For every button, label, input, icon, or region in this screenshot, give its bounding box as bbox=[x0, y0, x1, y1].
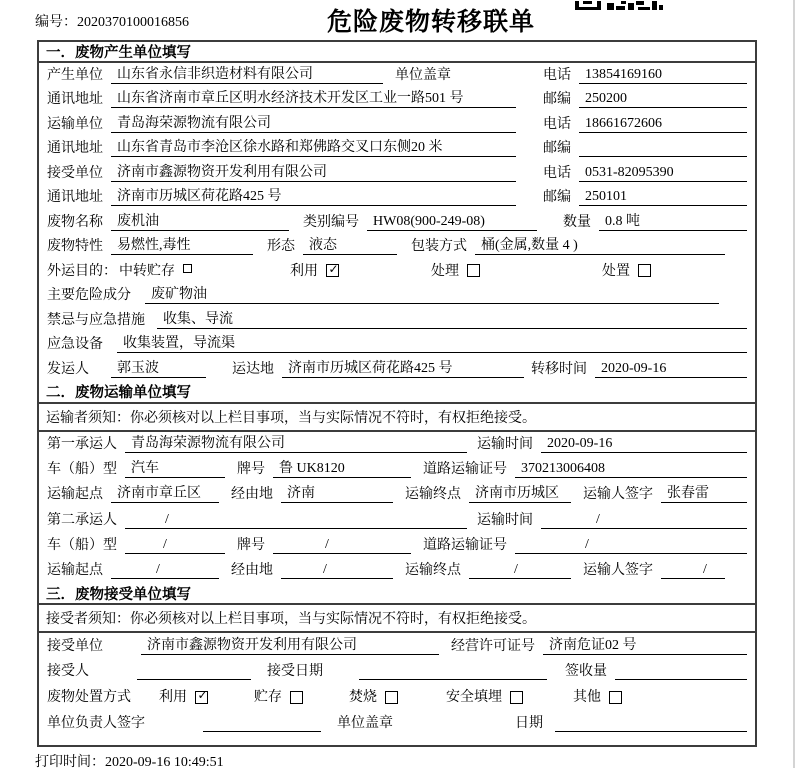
plate-number2-value: / bbox=[273, 537, 411, 554]
emergency-measures-value: 收集、导流 bbox=[157, 308, 747, 329]
terminus2-value: / bbox=[469, 562, 571, 579]
disposal-landfill-label: 安全填埋 bbox=[446, 690, 502, 706]
page-right-edge bbox=[793, 0, 795, 768]
quantity-value: 0.8 吨 bbox=[599, 210, 747, 231]
carrier-signature-label: 运输人签字 bbox=[583, 487, 653, 503]
transport-time2-label: 运输时间 bbox=[477, 512, 533, 528]
disposal-landfill-checkbox bbox=[510, 691, 523, 704]
waste-name-value: 废机油 bbox=[111, 210, 289, 231]
receive-date-label: 接受日期 bbox=[267, 664, 323, 680]
origin2-label: 运输起点 bbox=[47, 563, 103, 579]
section1-header: 一．废物产生单位填写 bbox=[39, 42, 755, 63]
form-state-label: 形态 bbox=[267, 239, 295, 254]
plate-number-label: 牌号 bbox=[237, 462, 265, 478]
emergency-equipment-value: 收集装置，导流渠 bbox=[117, 332, 747, 353]
vehicle-type-label: 车（船）型 bbox=[47, 462, 117, 478]
print-time-label: 打印时间： bbox=[35, 755, 105, 768]
via2-value: / bbox=[281, 562, 393, 579]
road-permit2-value: / bbox=[515, 537, 747, 554]
manifest-form bbox=[37, 40, 757, 747]
signed-quantity-value bbox=[615, 665, 747, 680]
purpose-option-transfer-storage bbox=[119, 260, 192, 280]
terminus2-label: 运输终点 bbox=[405, 563, 461, 579]
license-number-value: 济南危证02 号 bbox=[543, 634, 747, 655]
purpose-treat-label: 处理 bbox=[431, 263, 459, 279]
vehicle-type2-value: / bbox=[125, 537, 225, 554]
disposal-other-label: 其他 bbox=[573, 690, 601, 706]
row-responsible-signature bbox=[39, 710, 755, 736]
row-transporter-address bbox=[39, 137, 755, 162]
emergency-equipment-label: 应急设备 bbox=[47, 337, 103, 352]
receiver-address-value: 济南市历城区荷花路425 号 bbox=[111, 185, 516, 206]
row-second-carrier bbox=[39, 507, 755, 532]
transporter-label: 运输单位 bbox=[47, 116, 103, 132]
date-value bbox=[555, 717, 747, 732]
transfer-purpose-label: 外运目的： bbox=[47, 263, 117, 279]
producer-phone-value: 13854169160 bbox=[579, 67, 747, 84]
row-vehicle-type2 bbox=[39, 533, 755, 558]
disposal-option-store bbox=[254, 686, 303, 706]
via-value: 济南 bbox=[281, 482, 393, 503]
receiver-address-label: 通讯地址 bbox=[47, 190, 103, 205]
packaging-label: 包装方式 bbox=[411, 239, 467, 254]
row-emergency-measures bbox=[39, 308, 755, 333]
disposal-option-utilize bbox=[159, 686, 208, 706]
transporter-address-label: 通讯地址 bbox=[47, 141, 103, 156]
row-vehicle-type bbox=[39, 457, 755, 482]
second-carrier-value: / bbox=[125, 512, 467, 529]
disposal-utilize-checkbox: ✓ bbox=[195, 691, 208, 704]
disposal-incinerate-label: 焚烧 bbox=[349, 690, 377, 706]
row-first-carrier bbox=[39, 432, 755, 457]
unit-seal2-label: 单位盖章 bbox=[337, 715, 393, 731]
disposal-incinerate-checkbox bbox=[385, 691, 398, 704]
receiver-notice: 接受者须知：你必须核对以上栏目事项，当与实际情况不符时，有权拒绝接受。 bbox=[39, 605, 755, 633]
row-producer bbox=[39, 63, 755, 88]
receiver-phone-label: 电话 bbox=[543, 165, 571, 181]
purpose-utilize-label: 利用 bbox=[290, 263, 318, 279]
hazard-component-value: 废矿物油 bbox=[145, 283, 719, 304]
row-waste-name bbox=[39, 210, 755, 235]
purpose-treat-checkbox bbox=[467, 264, 480, 277]
row-receiving-unit bbox=[39, 633, 755, 659]
print-time-value: 2020-09-16 10:49:51 bbox=[105, 755, 224, 768]
waste-name-label: 废物名称 bbox=[47, 214, 103, 230]
serial-label: 编号： bbox=[35, 15, 77, 30]
signed-quantity-label: 签收量 bbox=[565, 664, 607, 680]
producer-zip-value: 250200 bbox=[579, 91, 747, 108]
row-waste-property bbox=[39, 235, 755, 260]
disposal-option-landfill bbox=[446, 686, 523, 706]
purpose-option-dispose bbox=[602, 260, 651, 280]
origin2-value: / bbox=[111, 562, 219, 579]
row-transporter bbox=[39, 112, 755, 137]
purpose-transfer-storage-label: 中转贮存 bbox=[119, 263, 175, 279]
category-code-label: 类别编号 bbox=[303, 214, 359, 230]
disposal-store-label: 贮存 bbox=[254, 690, 282, 706]
receiver-zip-value: 250101 bbox=[579, 189, 747, 206]
purpose-option-treat bbox=[431, 260, 480, 280]
consignor-value: 郭玉波 bbox=[111, 357, 206, 378]
emergency-measures-label: 禁忌与应急措施 bbox=[47, 312, 145, 328]
disposal-option-other bbox=[573, 686, 622, 706]
producer-zip-label: 邮编 bbox=[543, 92, 571, 107]
terminus-value: 济南市历城区 bbox=[469, 482, 571, 503]
hazard-component-label: 主要危险成分 bbox=[47, 288, 131, 303]
road-permit-value: 370213006408 bbox=[515, 461, 747, 478]
producer-phone-label: 电话 bbox=[543, 67, 571, 83]
responsible-signature-label: 单位负责人签字 bbox=[47, 715, 145, 731]
vehicle-type-value: 汽车 bbox=[125, 457, 225, 478]
license-number-label: 经营许可证号 bbox=[451, 638, 535, 654]
responsible-signature-value bbox=[203, 717, 321, 732]
producer-address-value: 山东省济南市章丘区明水经济技术开发区工业一路501 号 bbox=[111, 87, 516, 108]
row-emergency-equipment bbox=[39, 333, 755, 358]
transporter-phone-value: 18661672606 bbox=[579, 116, 747, 133]
unit-seal-label: 单位盖章 bbox=[395, 67, 451, 83]
purpose-dispose-checkbox bbox=[638, 264, 651, 277]
row-receiver bbox=[39, 161, 755, 186]
row-consignor bbox=[39, 357, 755, 382]
row-receiver-address bbox=[39, 186, 755, 211]
transporter-phone-label: 电话 bbox=[543, 116, 571, 132]
vehicle-type2-label: 车（船）型 bbox=[47, 537, 117, 553]
form-state-value: 液态 bbox=[303, 234, 397, 255]
first-carrier-label: 第一承运人 bbox=[47, 436, 117, 452]
date-label: 日期 bbox=[515, 715, 543, 731]
purpose-option-utilize bbox=[290, 260, 339, 280]
transporter-address-value: 山东省青岛市李沧区徐水路和郑佛路交叉口东侧20 米 bbox=[111, 136, 516, 157]
consignor-label: 发运人 bbox=[47, 361, 89, 377]
destination-label: 运达地 bbox=[232, 361, 274, 377]
terminus-label: 运输终点 bbox=[405, 487, 461, 503]
receiver-phone-value: 0531-82095390 bbox=[579, 165, 747, 182]
producer-address-label: 通讯地址 bbox=[47, 92, 103, 107]
row-transfer-purpose bbox=[39, 259, 755, 284]
disposal-method-label: 废物处置方式 bbox=[47, 690, 131, 706]
transporter-zip-value bbox=[579, 142, 747, 157]
carrier-signature2-label: 运输人签字 bbox=[583, 563, 653, 579]
transporter-value: 青岛海荣源物流有限公司 bbox=[111, 112, 516, 133]
serial-number-line bbox=[35, 11, 189, 31]
road-permit2-label: 道路运输证号 bbox=[423, 537, 507, 553]
via-label: 经由地 bbox=[231, 487, 273, 503]
disposal-option-incinerate bbox=[349, 686, 398, 706]
transport-time-value: 2020-09-16 bbox=[541, 436, 747, 453]
destination-value: 济南市历城区荷花路425 号 bbox=[282, 357, 524, 378]
qr-code-fragment bbox=[575, 0, 663, 10]
serial-value: 2020370100016856 bbox=[77, 15, 189, 30]
packaging-value: 桶(金属,数量 4 ) bbox=[475, 234, 725, 255]
disposal-other-checkbox bbox=[609, 691, 622, 704]
origin-label: 运输起点 bbox=[47, 487, 103, 503]
plate-number2-label: 牌号 bbox=[237, 537, 265, 553]
receive-date-value bbox=[359, 665, 547, 680]
waste-property-value: 易燃性,毒性 bbox=[111, 234, 253, 255]
origin-value: 济南市章丘区 bbox=[111, 482, 219, 503]
print-time-line bbox=[35, 751, 224, 768]
purpose-transfer-storage-checkbox bbox=[183, 264, 192, 273]
row-hazard-component bbox=[39, 284, 755, 309]
via2-label: 经由地 bbox=[231, 563, 273, 579]
transporter-zip-label: 邮编 bbox=[543, 141, 571, 156]
row-disposal-method bbox=[39, 684, 755, 710]
producer-value: 山东省永信非织造材料有限公司 bbox=[111, 63, 383, 84]
transporter-notice: 运输者须知：你必须核对以上栏目事项，当与实际情况不符时，有权拒绝接受。 bbox=[39, 404, 755, 432]
producer-label: 产生单位 bbox=[47, 67, 103, 83]
receiver-zip-label: 邮编 bbox=[543, 190, 571, 205]
road-permit-label: 道路运输证号 bbox=[423, 462, 507, 478]
receiver-label: 接受单位 bbox=[47, 165, 103, 181]
carrier-signature2-value: / bbox=[661, 562, 725, 579]
first-carrier-value: 青岛海荣源物流有限公司 bbox=[125, 432, 467, 453]
purpose-utilize-checkbox: ✓ bbox=[326, 264, 339, 277]
section3-header: 三．废物接受单位填写 bbox=[39, 583, 755, 605]
transfer-date-value: 2020-09-16 bbox=[595, 361, 747, 378]
row-recipient bbox=[39, 659, 755, 685]
row-producer-address bbox=[39, 88, 755, 113]
second-carrier-label: 第二承运人 bbox=[47, 512, 117, 528]
carrier-signature-value: 张春雷 bbox=[661, 482, 747, 503]
recipient-value bbox=[137, 665, 251, 680]
row-transport-route bbox=[39, 482, 755, 507]
plate-number-value: 鲁 UK8120 bbox=[273, 457, 411, 478]
page-title: 危险废物转移联单 bbox=[327, 8, 536, 36]
quantity-label: 数量 bbox=[563, 214, 591, 230]
receiving-unit-value: 济南市鑫源物资开发利用有限公司 bbox=[141, 634, 439, 655]
receiver-value: 济南市鑫源物资开发利用有限公司 bbox=[111, 161, 516, 182]
receiving-unit-label: 接受单位 bbox=[47, 638, 103, 654]
section2-header: 二．废物运输单位填写 bbox=[39, 382, 755, 404]
waste-property-label: 废物特性 bbox=[47, 239, 103, 254]
row-transport-route2 bbox=[39, 558, 755, 583]
transport-time2-value: / bbox=[541, 512, 747, 529]
disposal-store-checkbox bbox=[290, 691, 303, 704]
transport-time-label: 运输时间 bbox=[477, 436, 533, 452]
transfer-date-label: 转移时间 bbox=[531, 361, 587, 377]
category-code-value: HW08(900-249-08) bbox=[367, 214, 537, 231]
disposal-utilize-label: 利用 bbox=[159, 690, 187, 706]
recipient-label: 接受人 bbox=[47, 664, 89, 680]
purpose-dispose-label: 处置 bbox=[602, 263, 630, 279]
